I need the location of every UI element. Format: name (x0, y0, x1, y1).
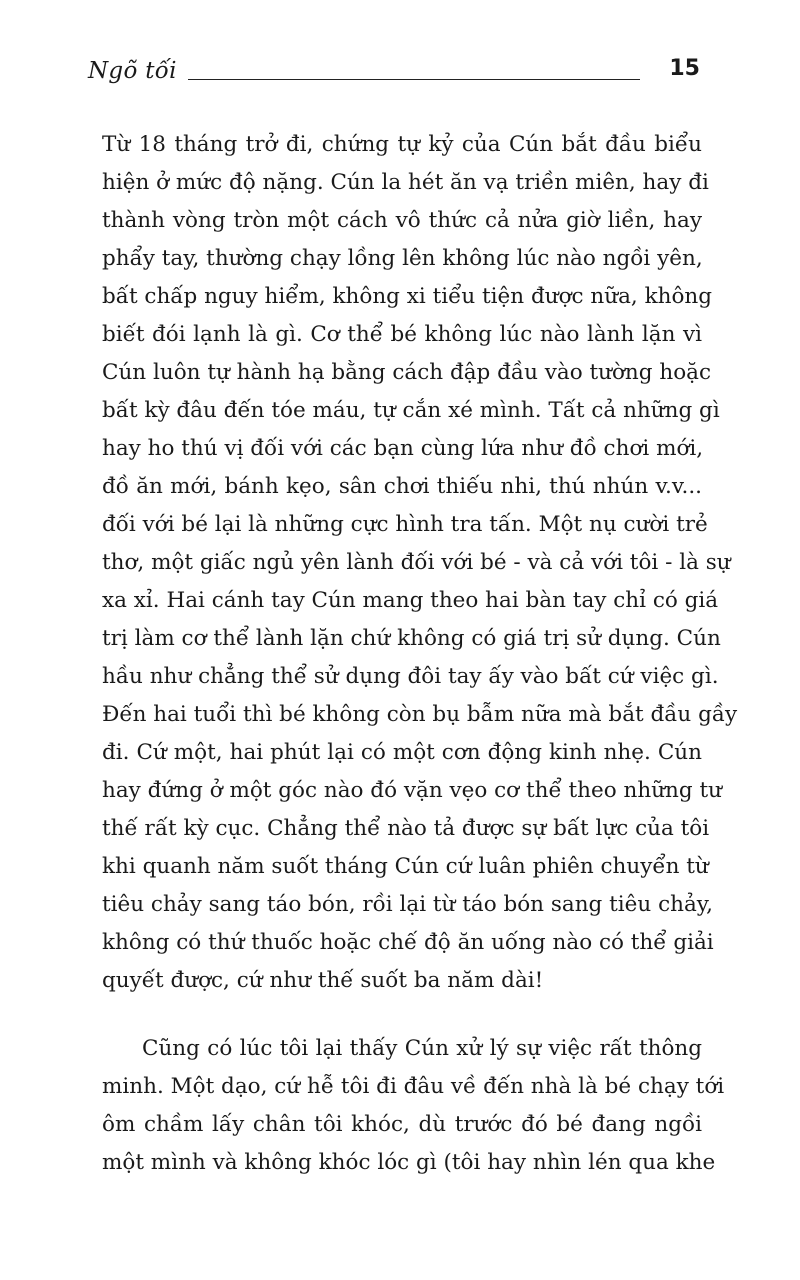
text-line: minh. Một dạo, cứ hễ tôi đi đâu về đến nhà là bé chạy tới (102, 1074, 725, 1099)
text-line: phẩy tay, thường chạy lồng lên không lúc nào ngồi yên, (102, 246, 703, 271)
text-line: biết đói lạnh là gì. Cơ thể bé không lúc nào lành lặn vì (102, 322, 702, 347)
text-line: không có thứ thuốc hoặc chế độ ăn uống nào có thể giải (102, 930, 714, 955)
text-line: đồ ăn mới, bánh kẹo, sân chơi thiếu nhi, thú nhún v.v... (102, 474, 702, 499)
text-line: bất kỳ đâu đến tóe máu, tự cắn xé mình. Tất cả những gì (102, 398, 720, 423)
text-line: tiêu chảy sang táo bón, rồi lại từ táo bón sang tiêu chảy, (102, 892, 713, 917)
text-line: hầu như chẳng thể sử dụng đôi tay ấy vào bất cứ việc gì. (102, 664, 719, 689)
text-line: trị làm cơ thể lành lặn chứ không có giá trị sử dụng. Cún (102, 626, 721, 651)
text-line: hay đứng ở một góc nào đó vặn vẹo cơ thể theo những tư (102, 778, 722, 803)
text-line: khi quanh năm suốt tháng Cún cứ luân phiên chuyển từ (102, 854, 709, 879)
paragraph-1 (102, 126, 738, 1000)
text-line: Đến hai tuổi thì bé không còn bụ bẫm nữa mà bắt đầu gầy (102, 702, 738, 727)
page-number: 15 (669, 56, 700, 81)
text-line: ôm chầm lấy chân tôi khóc, dù trước đó bé đang ngồi (102, 1112, 702, 1137)
text-line: bất chấp nguy hiểm, không xi tiểu tiện được nữa, không (102, 284, 712, 309)
text-line: thế rất kỳ cục. Chẳng thể nào tả được sự bất lực của tôi (102, 816, 710, 841)
text-line: Từ 18 tháng trở đi, chứng tự kỷ của Cún bắt đầu biểu (102, 132, 702, 157)
text-line: hiện ở mức độ nặng. Cún la hét ăn vạ triền miên, hay đi (102, 170, 709, 195)
text-line: một mình và không khóc lóc gì (tôi hay nhìn lén qua khe (102, 1150, 716, 1175)
text-line: xa xỉ. Hai cánh tay Cún mang theo hai bàn tay chỉ có giá (102, 588, 719, 613)
running-title: Ngõ tối (88, 58, 177, 84)
paragraph-gap (102, 1000, 702, 1030)
header-rule (188, 79, 640, 80)
text-line: Cũng có lúc tôi lại thấy Cún xử lý sự việc rất thông (142, 1036, 702, 1061)
text-line: Cún luôn tự hành hạ bằng cách đập đầu vào tường hoặc (102, 360, 712, 385)
text-line: đi. Cứ một, hai phút lại có một cơn động kinh nhẹ. Cún (102, 740, 702, 765)
body-text (102, 126, 738, 1182)
paragraph-2 (102, 1030, 725, 1182)
text-line: quyết được, cứ như thế suốt ba năm dài! (102, 968, 544, 993)
text-line: đối với bé lại là những cực hình tra tấn. Một nụ cười trẻ (102, 512, 708, 537)
text-line: thơ, một giấc ngủ yên lành đối với bé - và cả với tôi - là sự (102, 550, 731, 575)
text-line: thành vòng tròn một cách vô thức cả nửa giờ liền, hay (102, 208, 702, 233)
page-header (88, 56, 708, 90)
text-line: hay ho thú vị đối với các bạn cùng lứa như đồ chơi mới, (102, 436, 704, 461)
